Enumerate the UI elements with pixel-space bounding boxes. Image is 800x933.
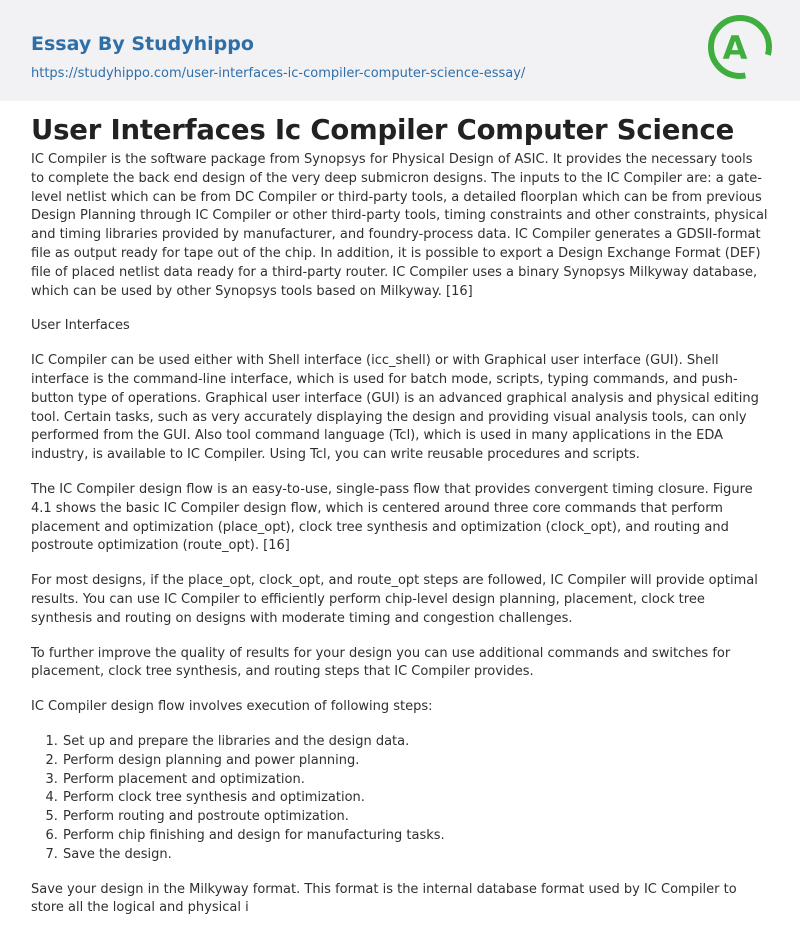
paragraph-interfaces: IC Compiler can be used either with Shell interface (icc_shell) or with Graphical user interface (GUI). Shell interface is the command-line interface, which is used for batch mode, scripts, typing commands, and push-button type of operations. Graphical user interface (GUI) is an advanced graphical analysis and physical editing tool. Certain tasks, such as very accurately displaying the design and providing visual analysis tools, can only performed from the GUI. Also tool command language (Tcl), which is used in many applications in the EDA industry, is available to IC Compiler. Using Tcl, you can write reusable procedures and scripts. [31,353,759,463]
design-flow-steps-list [31,733,769,865]
article-body [0,112,800,918]
paragraph-intro: IC Compiler is the software package from Synopsys for Physical Design of ASIC. It provides the necessary tools to complete the back end design of the very deep submicron designs. The inputs to the IC Compiler are: a gate-level netlist which can be from DC Compiler or third-party tools, a detailed floorplan which can be from previous Design Planning through IC Compiler or other third-party tools, timing constraints and other constraints, physical and timing libraries provided by manufacturer, and foundry-process data. IC Compiler generates a GDSII-format file as output ready for tape out of the chip. In addition, it is possible to export a Design Exchange Format (DEF) file of placed netlist data ready for a third-party router. IC Compiler uses a binary Synopsys Milkyway database, which can be used by other Synopsys tools based on Milkyway. [16] [31,152,768,299]
studyhippo-logo-icon[interactable] [707,13,773,83]
list-item: 5. Perform routing and postroute optimization. [62,808,769,827]
paragraph-most-designs: For most designs, if the place_opt, clock_opt, and route_opt steps are followed, IC Compiler will provide optimal results. You can use IC Compiler to efficiently perform chip-level design planning, placement, clock tree synthesis and routing on designs with moderate timing and congestion challenges. [31,573,758,626]
section-heading-user-interfaces: User Interfaces [31,318,130,334]
logo-letter: A [722,29,748,67]
paragraph-design-flow: The IC Compiler design flow is an easy-to-use, single-pass flow that provides convergent timing closure. Figure 4.1 shows the basic IC Compiler design flow, which is centered around three core commands that perform placement and optimization (place_opt), clock tree synthesis and optimization (clock_opt), and routing and postroute optimization (route_opt). [16] [31,481,753,554]
source-url-link[interactable]: https://studyhippo.com/user-interfaces-ic-compiler-computer-science-essay/ [31,66,526,81]
brand-name[interactable]: Essay By Studyhippo [31,33,254,55]
list-item: 3. Perform placement and optimization. [62,771,769,790]
list-item: 2. Perform design planning and power planning. [62,752,769,771]
site-header [0,0,800,101]
list-item: 4. Perform clock tree synthesis and optimization. [62,789,769,808]
paragraph-closing: Save your design in the Milkyway format. This format is the internal database format used by IC Compiler to store all the logical and physical i [31,881,737,916]
paragraph-steps-intro: IC Compiler design flow involves execution of following steps: [31,699,433,715]
list-item: 6. Perform chip finishing and design for manufacturing tasks. [62,827,769,846]
list-item: 1. Set up and prepare the libraries and the design data. [62,733,769,752]
list-item: 7. Save the design. [62,846,769,865]
article-title: User Interfaces Ic Compiler Computer Science [31,114,735,146]
paragraph-improve-quality: To further improve the quality of results for your design you can use additional commands and switches for placement, clock tree synthesis, and routing steps that IC Compiler provides. [31,645,731,680]
